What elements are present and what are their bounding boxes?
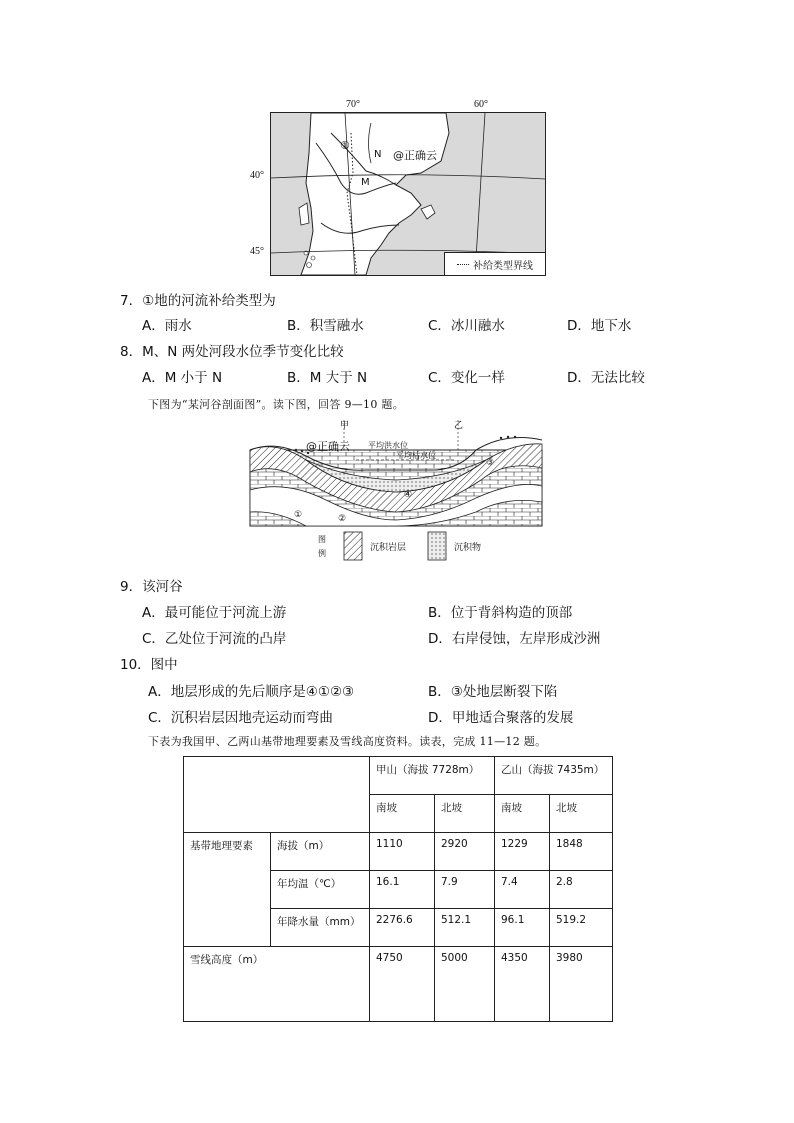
longitude-60-label: 60° <box>474 99 488 110</box>
q10-option-d[interactable]: D．甲地适合聚落的发展 <box>428 710 574 726</box>
row-label-temperature: 年均温（℃） <box>271 871 370 909</box>
header-yi-south: 南坡 <box>495 795 550 833</box>
question-7-stem: 7．①地的河流补给类型为 <box>120 293 276 309</box>
table-cell: 7.9 <box>435 871 495 909</box>
table-cell: 2920 <box>435 833 495 871</box>
map-drawing <box>271 113 545 275</box>
header-yi-north: 北坡 <box>550 795 613 833</box>
row-group-base-elements: 基带地理要素 <box>184 833 271 947</box>
header-jia-south: 南坡 <box>370 795 435 833</box>
q9-option-c[interactable]: C．乙处位于河流的凸岸 <box>142 631 287 647</box>
legend-rock-label: 沉积岩层 <box>370 543 407 553</box>
table-corner-cell <box>184 757 370 833</box>
table-cell: 2.8 <box>550 871 613 909</box>
longitude-70-label: 70° <box>346 99 360 110</box>
table-cell: 3980 <box>550 947 613 1022</box>
header-mountain-yi: 乙山（海拔 7435m） <box>495 757 613 795</box>
q9-option-d[interactable]: D．右岸侵蚀，左岸形成沙洲 <box>428 631 601 647</box>
q7-option-d[interactable]: D．地下水 <box>567 318 632 334</box>
header-jia-north: 北坡 <box>435 795 495 833</box>
legend-sediment-label: 沉积物 <box>454 543 482 553</box>
mountain-data-table <box>183 756 613 1022</box>
flood-level-label: 平均洪水位 <box>368 441 408 450</box>
q9-option-a[interactable]: A．最可能位于河流上游 <box>142 605 287 621</box>
table-cell: 16.1 <box>370 871 435 909</box>
river-valley-profile <box>246 420 546 580</box>
stratum-marker-1: ① <box>294 510 303 520</box>
table-cell: 7.4 <box>495 871 550 909</box>
q7-option-b[interactable]: B．积雪融水 <box>287 318 364 334</box>
boundary-line-icon <box>457 264 469 265</box>
q8-option-a[interactable]: A．M 小于 N <box>142 370 223 386</box>
q8-option-b[interactable]: B．M 大于 N <box>287 370 368 386</box>
q7-option-a[interactable]: A．雨水 <box>142 318 192 334</box>
low-level-label: 平均枯水位 <box>396 451 436 460</box>
q10-option-c[interactable]: C．沉积岩层因地壳运动而弯曲 <box>148 710 333 726</box>
legend-title-1: 图 <box>318 535 326 544</box>
q10-option-a[interactable]: A．地层形成的先后顺序是④①②③ <box>148 684 355 700</box>
stratum-marker-3: ③ <box>486 458 495 468</box>
question-9-stem: 9．该河谷 <box>120 579 183 595</box>
map-watermark: @正确云 <box>393 149 437 162</box>
header-mountain-jia: 甲山（海拔 7728m） <box>370 757 495 795</box>
table-cell: 1110 <box>370 833 435 871</box>
stratum-marker-4: ④ <box>404 490 413 500</box>
map-legend <box>444 252 545 275</box>
table-cell: 96.1 <box>495 909 550 947</box>
table-cell: 4750 <box>370 947 435 1022</box>
valley-watermark: @正确云 <box>306 440 350 453</box>
q8-option-d[interactable]: D．无法比较 <box>567 370 645 386</box>
marker-1: ① <box>340 139 350 152</box>
q9-option-b[interactable]: B．位于背斜构造的顶部 <box>428 605 573 621</box>
map-legend-label: 补给类型界线 <box>473 260 533 272</box>
table-cell: 5000 <box>435 947 495 1022</box>
intro-11-12: 下表为我国甲、乙两山基带地理要素及雪线高度资料。读表，完成 11—12 题。 <box>148 735 547 748</box>
latitude-40-label: 40° <box>250 170 264 181</box>
row-label-snowline: 雪线高度（m） <box>184 947 370 1022</box>
question-10-stem: 10．图中 <box>120 657 178 673</box>
table-cell: 2276.6 <box>370 909 435 947</box>
stratum-marker-2: ② <box>338 514 347 524</box>
label-jia: 甲 <box>340 421 350 431</box>
q10-option-b[interactable]: B．③处地层断裂下陷 <box>428 684 558 700</box>
question-8-stem: 8．M、N 两处河段水位季节变化比较 <box>120 344 344 360</box>
latitude-45-label: 45° <box>250 246 264 257</box>
q8-option-c[interactable]: C．变化一样 <box>428 370 505 386</box>
q7-option-c[interactable]: C．冰川融水 <box>428 318 505 334</box>
table-cell: 1848 <box>550 833 613 871</box>
table-cell: 1229 <box>495 833 550 871</box>
label-M: M <box>361 177 370 188</box>
table-cell: 519.2 <box>550 909 613 947</box>
label-yi: 乙 <box>454 421 464 431</box>
row-label-precipitation: 年降水量（mm） <box>271 909 370 947</box>
table-cell: 4350 <box>495 947 550 1022</box>
row-label-altitude: 海拔（m） <box>271 833 370 871</box>
intro-9-10: 下图为“某河谷剖面图”。读下图，回答 9—10 题。 <box>148 398 405 411</box>
south-america-map <box>270 112 546 276</box>
legend-title-2: 例 <box>318 549 326 558</box>
table-cell: 512.1 <box>435 909 495 947</box>
label-N: N <box>374 149 382 160</box>
